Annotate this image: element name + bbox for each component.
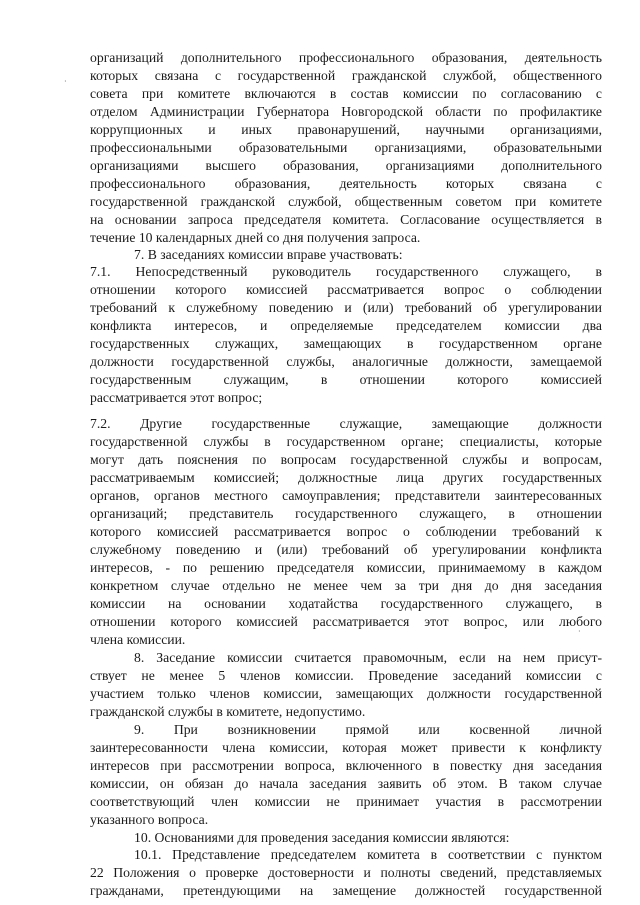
- text-line: организаций дополнительного профессионального образования, деятельность: [90, 50, 602, 65]
- text-line: конфликта интересов, и определяемые председателем комиссии два: [90, 318, 602, 333]
- text-line: которого комиссией рассматривается вопрос о соблюдении требований к: [90, 524, 602, 539]
- text-line: интересов, - по решению председателя комиссии, принимаемому в каждом: [90, 560, 602, 575]
- text-line: отношении которого комиссией рассматривается вопрос о соблюдении: [90, 282, 602, 297]
- scan-speck: ·: [64, 77, 67, 86]
- text-line: которых связана с государственной гражданской службой, общественного: [90, 68, 602, 83]
- text-line: рассматривается этот вопрос;: [90, 390, 263, 405]
- text-line: гражданами, претендующими на замещение должностей государственной: [90, 883, 602, 898]
- text-line: отношении которого комиссией рассматривается этот вопрос, или любого: [90, 614, 602, 629]
- text-line: профессиональными образовательными организациями, образовательными: [90, 140, 602, 155]
- text-line: течение 10 календарных дней со дня получения запроса.: [90, 230, 421, 245]
- text-line: 22 Положения о проверке достоверности и полноты сведений, представляемых: [90, 865, 602, 880]
- scan-speck: ·: [578, 627, 581, 636]
- text-line: требований к служебному поведению и (или) требований об урегулировании: [90, 300, 602, 315]
- text-line: государственной гражданской службой, общественным советом при комитете: [90, 194, 602, 209]
- text-line: 7.1. Непосредственный руководитель государственного служащего, в: [90, 264, 602, 279]
- text-line: указанного вопроса.: [90, 812, 209, 827]
- text-line: 10. Основаниями для проведения заседания комиссии являются:: [134, 830, 510, 845]
- text-line: государственных служащих, замещающих в государственном органе: [90, 336, 602, 351]
- text-line: 7. В заседаниях комиссии вправе участвовать:: [134, 247, 403, 262]
- text-line: организаций; представитель государственного служащего, в отношении: [90, 506, 602, 521]
- text-line: комиссии на основании ходатайства государственного служащего, в: [90, 596, 602, 611]
- text-line: отделом Администрации Губернатора Новгородской области по профилактике: [90, 104, 602, 119]
- text-line: рассматриваемым комиссией; должностные лица других государственных: [90, 470, 602, 485]
- text-line: конкретном случае отдельно не менее чем за три дня до дня заседания: [90, 578, 602, 593]
- text-line: должности государственной службы, аналогичные должности, замещаемой: [90, 354, 602, 369]
- text-line: интересов при рассмотрении вопроса, включенного в повестку дня заседания: [90, 758, 602, 773]
- text-line: 8. Заседание комиссии считается правомочным, если на нем присут-: [134, 650, 602, 665]
- text-line: совета при комитете включаются в состав комиссии по согласованию с: [90, 86, 602, 101]
- text-line: 9. При возникновении прямой или косвенной личной: [134, 722, 602, 737]
- text-line: коррупционных и иных правонарушений, научными организациями,: [90, 122, 602, 137]
- text-line: комиссии, он обязан до начала заседания заявить об этом. В таком случае: [90, 776, 602, 791]
- text-line: члена комиссии.: [90, 632, 186, 647]
- text-line: 7.2. Другие государственные служащие, замещающие должности: [90, 416, 602, 431]
- text-line: могут дать пояснения по вопросам государственной службы и вопросам,: [90, 452, 602, 467]
- text-line: ствует не менее 5 членов комиссии. Проведение заседаний комиссии с: [90, 668, 602, 683]
- text-line: государственной службы в государственном органе; специалисты, которые: [90, 434, 602, 449]
- text-line: государственным служащим, в отношении которого комиссией: [90, 372, 602, 387]
- text-line: служебному поведению и (или) требований об урегулировании конфликта: [90, 542, 602, 557]
- text-line: организациями высшего образования, организациями дополнительного: [90, 158, 602, 173]
- text-line: соответствующий член комиссии не принимает участия в рассмотрении: [90, 794, 602, 809]
- text-line: гражданской службы в комитете, недопустимо.: [90, 704, 366, 719]
- text-line: на основании запроса председателя комитета. Согласование осуществляется в: [90, 212, 602, 227]
- text-line: заинтересованности члена комиссии, которая может привести к конфликту: [90, 740, 602, 755]
- text-line: профессионального образования, деятельность которых связана с: [90, 176, 602, 191]
- text-line: органов, органов местного самоуправления; представители заинтересованных: [90, 488, 602, 503]
- text-line: 10.1. Представление председателем комитета в соответствии с пунктом: [134, 847, 602, 862]
- text-line: участием только членов комиссии, замещающих должности государственной: [90, 686, 602, 701]
